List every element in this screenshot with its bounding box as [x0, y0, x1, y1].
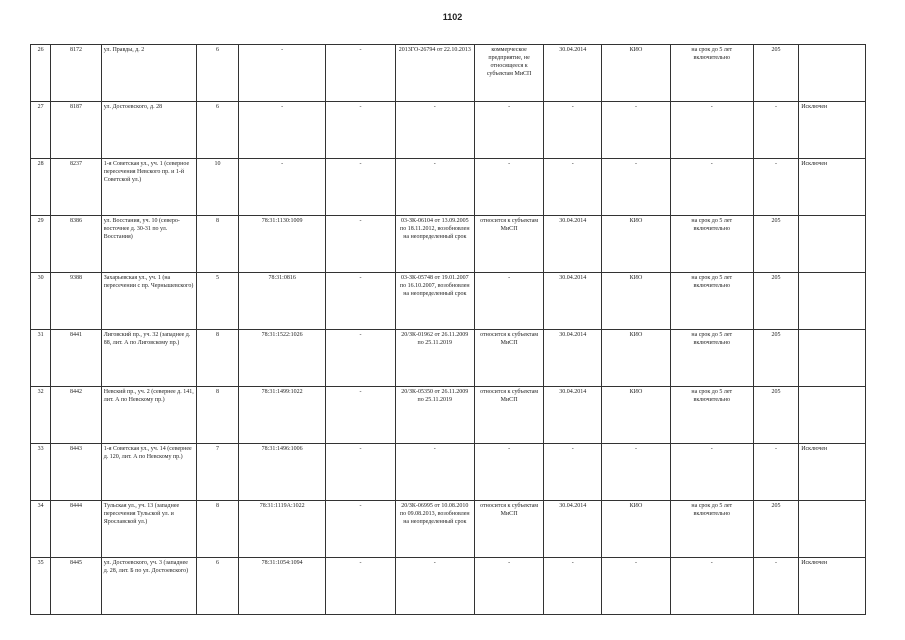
cell-msp-relation: относится к субъектам МиСП — [474, 330, 544, 387]
cell-note: Исключен — [799, 159, 866, 216]
cell-quantity: 10 — [196, 159, 238, 216]
cell-organization: - — [602, 159, 671, 216]
cell-code: 205 — [753, 273, 798, 330]
cell-quantity: 6 — [196, 102, 238, 159]
cell-msp-relation: относится к субъектам МиСП — [474, 216, 544, 273]
cell-extra-value: - — [326, 273, 396, 330]
cell-organization: КИО — [602, 330, 671, 387]
table-row — [31, 216, 866, 273]
cell-quantity: 6 — [196, 558, 238, 615]
cell-address: Тульская ул., уч. 13 (западнее пересечения Тульской ул. и Ярославской ул.) — [101, 501, 196, 558]
cell-extra-value: - — [326, 444, 396, 501]
cell-row-number: 33 — [31, 444, 51, 501]
cell-contract-document: 03-ЗК-06104 от 13.09.2005 по 18.11.2012, возобновлен на неопределенный срок — [395, 216, 474, 273]
cell-note — [799, 216, 866, 273]
table-row — [31, 273, 866, 330]
cell-organization: КИО — [602, 45, 671, 102]
cell-address: Захарьевская ул., уч. 1 (на пересечении с пр. Чернышевского) — [101, 273, 196, 330]
table-row — [31, 159, 866, 216]
cell-address: ул. Восстания, уч. 10 (северо-восточнее д. 30-31 по ул. Восстания) — [101, 216, 196, 273]
cell-address: ул. Достоевского, д. 28 — [101, 102, 196, 159]
cell-contract-document: - — [395, 558, 474, 615]
cell-object-id: 8172 — [51, 45, 102, 102]
cell-code: - — [753, 159, 798, 216]
cell-date: 30.04.2014 — [544, 45, 602, 102]
cell-contract-document: 20/ЗК-06995 от 10.08.2010 по 09.08.2013, возобновлен на неопределенный срок — [395, 501, 474, 558]
cell-note — [799, 387, 866, 444]
cell-contract-document: - — [395, 444, 474, 501]
table-row — [31, 45, 866, 102]
registry-rows — [31, 45, 866, 615]
cell-msp-relation: - — [474, 273, 544, 330]
cell-term: на срок до 5 лет включительно — [670, 501, 753, 558]
cell-term: на срок до 5 лет включительно — [670, 216, 753, 273]
cell-msp-relation: - — [474, 159, 544, 216]
cell-row-number: 29 — [31, 216, 51, 273]
cell-code: 205 — [753, 501, 798, 558]
cell-msp-relation: коммерческое предприятие, не относящееся к субъектам МиСП — [474, 45, 544, 102]
cell-organization: КИО — [602, 387, 671, 444]
registry-table — [30, 44, 866, 615]
cell-extra-value: - — [326, 216, 396, 273]
cell-object-id: 8237 — [51, 159, 102, 216]
cell-msp-relation: - — [474, 558, 544, 615]
cell-cadastral-number: 78:31:1499:1022 — [239, 387, 326, 444]
cell-quantity: 8 — [196, 387, 238, 444]
cell-organization: - — [602, 558, 671, 615]
cell-extra-value: - — [326, 330, 396, 387]
table-row — [31, 501, 866, 558]
cell-address: ул. Достоевского, уч. 3 (западнее д. 28, лит. Б по ул. Достоевского) — [101, 558, 196, 615]
cell-date: 30.04.2014 — [544, 216, 602, 273]
cell-quantity: 7 — [196, 444, 238, 501]
cell-note — [799, 501, 866, 558]
cell-organization: КИО — [602, 216, 671, 273]
cell-note — [799, 273, 866, 330]
cell-quantity: 8 — [196, 216, 238, 273]
cell-address: Невский пр., уч. 2 (севернее д. 141, лит. А по Невскому пр.) — [101, 387, 196, 444]
cell-msp-relation: - — [474, 444, 544, 501]
cell-cadastral-number: 78:31:1130:1009 — [239, 216, 326, 273]
cell-term: на срок до 5 лет включительно — [670, 273, 753, 330]
cell-cadastral-number: - — [239, 159, 326, 216]
cell-extra-value: - — [326, 387, 396, 444]
table-row — [31, 558, 866, 615]
cell-object-id: 8445 — [51, 558, 102, 615]
cell-contract-document: 03-ЗК-05748 от 19.01.2007 по 16.10.2007, возобновлен на неопределенный срок — [395, 273, 474, 330]
cell-organization: КИО — [602, 273, 671, 330]
cell-term: - — [670, 558, 753, 615]
cell-cadastral-number: 78:31:0816 — [239, 273, 326, 330]
cell-row-number: 35 — [31, 558, 51, 615]
cell-term: - — [670, 444, 753, 501]
cell-address: 1-я Советская ул., уч. 14 (севернее д. 120, лит. А по Невскому пр.) — [101, 444, 196, 501]
cell-code: - — [753, 444, 798, 501]
cell-object-id: 9388 — [51, 273, 102, 330]
cell-organization: КИО — [602, 501, 671, 558]
cell-contract-document: 20/ЗК-05350 от 26.11.2009 по 25.11.2019 — [395, 387, 474, 444]
cell-cadastral-number: 78:31:1119A:1022 — [239, 501, 326, 558]
cell-code: - — [753, 102, 798, 159]
cell-note — [799, 330, 866, 387]
table-row — [31, 387, 866, 444]
table-row — [31, 102, 866, 159]
table-row — [31, 330, 866, 387]
cell-quantity: 6 — [196, 45, 238, 102]
cell-cadastral-number: - — [239, 102, 326, 159]
cell-code: - — [753, 558, 798, 615]
cell-msp-relation: - — [474, 102, 544, 159]
cell-extra-value: - — [326, 45, 396, 102]
cell-row-number: 30 — [31, 273, 51, 330]
cell-contract-document: 2013ГО-26794 от 22.10.2013 — [395, 45, 474, 102]
cell-address: ул. Правды, д. 2 — [101, 45, 196, 102]
cell-code: 205 — [753, 387, 798, 444]
cell-cadastral-number: 78:31:1054:1094 — [239, 558, 326, 615]
cell-contract-document: - — [395, 102, 474, 159]
cell-date: - — [544, 558, 602, 615]
table-row — [31, 444, 866, 501]
cell-address: Лиговский пр., уч. 32 (западнее д. 88, лит. А по Лиговскому пр.) — [101, 330, 196, 387]
cell-object-id: 8442 — [51, 387, 102, 444]
cell-cadastral-number: 78:31:1522:1026 — [239, 330, 326, 387]
cell-note: Исключен — [799, 558, 866, 615]
cell-quantity: 8 — [196, 501, 238, 558]
cell-organization: - — [602, 444, 671, 501]
cell-address: 1-я Советская ул., уч. 1 (северное пересечения Невского пр. и 1-й Советской ул.) — [101, 159, 196, 216]
cell-term: на срок до 5 лет включительно — [670, 387, 753, 444]
page-number: 1102 — [442, 12, 463, 22]
cell-date: - — [544, 102, 602, 159]
cell-row-number: 26 — [31, 45, 51, 102]
cell-row-number: 27 — [31, 102, 51, 159]
cell-msp-relation: относится к субъектам МиСП — [474, 501, 544, 558]
cell-contract-document: - — [395, 159, 474, 216]
cell-code: 205 — [753, 45, 798, 102]
cell-object-id: 8444 — [51, 501, 102, 558]
cell-term: на срок до 5 лет включительно — [670, 45, 753, 102]
cell-organization: - — [602, 102, 671, 159]
cell-object-id: 8187 — [51, 102, 102, 159]
cell-cadastral-number: 78:31:1496:1006 — [239, 444, 326, 501]
cell-quantity: 5 — [196, 273, 238, 330]
cell-date: 30.04.2014 — [544, 387, 602, 444]
cell-code: 205 — [753, 216, 798, 273]
cell-note: Исключен — [799, 102, 866, 159]
cell-code: 205 — [753, 330, 798, 387]
cell-term: на срок до 5 лет включительно — [670, 330, 753, 387]
cell-extra-value: - — [326, 501, 396, 558]
cell-row-number: 31 — [31, 330, 51, 387]
cell-date: - — [544, 444, 602, 501]
cell-object-id: 8386 — [51, 216, 102, 273]
cell-row-number: 28 — [31, 159, 51, 216]
cell-extra-value: - — [326, 102, 396, 159]
cell-note: Исключен — [799, 444, 866, 501]
cell-date: 30.04.2014 — [544, 273, 602, 330]
cell-object-id: 8443 — [51, 444, 102, 501]
cell-date: - — [544, 159, 602, 216]
cell-msp-relation: относится к субъектам МиСП — [474, 387, 544, 444]
cell-term: - — [670, 159, 753, 216]
cell-term: - — [670, 102, 753, 159]
cell-contract-document: 20/ЗК-01962 от 26.11.2009 по 25.11.2019 — [395, 330, 474, 387]
cell-extra-value: - — [326, 558, 396, 615]
cell-row-number: 34 — [31, 501, 51, 558]
cell-quantity: 8 — [196, 330, 238, 387]
cell-date: 30.04.2014 — [544, 501, 602, 558]
cell-date: 30.04.2014 — [544, 330, 602, 387]
cell-row-number: 32 — [31, 387, 51, 444]
cell-note — [799, 45, 866, 102]
cell-object-id: 8441 — [51, 330, 102, 387]
cell-extra-value: - — [326, 159, 396, 216]
cell-cadastral-number: - — [239, 45, 326, 102]
